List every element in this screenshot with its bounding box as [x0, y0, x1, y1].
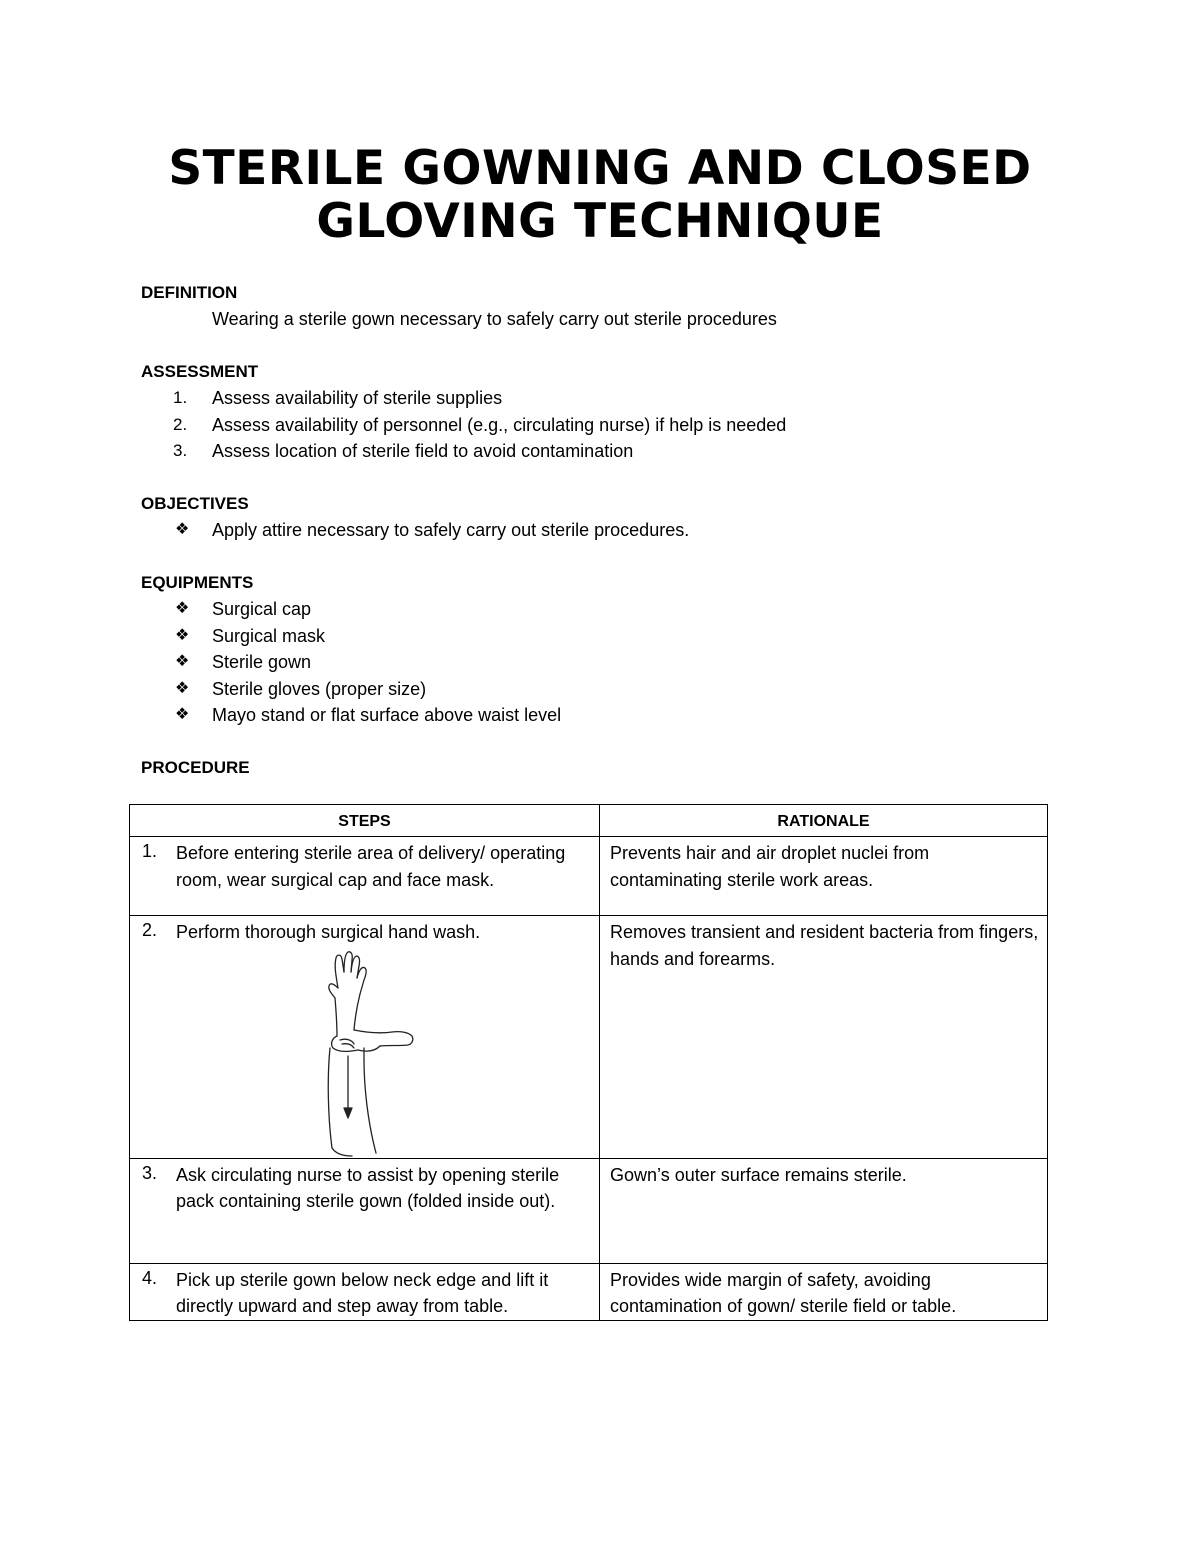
- diamond-bullet-icon: ❖: [175, 600, 190, 617]
- rationale-cell: [600, 916, 1048, 1159]
- diamond-bullet-icon: ❖: [175, 653, 190, 670]
- diamond-bullet-icon: ❖: [175, 626, 190, 644]
- table-row: [130, 916, 1048, 1159]
- list-item-text: Assess location of sterile field to avoid contamination: [212, 441, 634, 461]
- table-row: [130, 837, 1048, 916]
- step-text: Before entering sterile area of delivery/ operating room, wear surgical cap and face mask.: [176, 843, 566, 890]
- list-number: 3.: [173, 441, 188, 460]
- procedure-table: [129, 804, 1048, 1321]
- list-item-text: Mayo stand or flat surface above waist level: [212, 705, 562, 725]
- surgical-hand-wash-illustration: [324, 948, 424, 1158]
- title-line-1: STERILE GOWNING AND CLOSED: [168, 141, 1032, 196]
- step-text: Pick up sterile gown below neck edge and lift it directly upward and step away from table.: [176, 1269, 549, 1316]
- column-header-rationale: RATIONALE: [600, 805, 1048, 837]
- step-number: 2.: [142, 920, 158, 940]
- list-item-text: Sterile gown: [212, 652, 312, 672]
- list-item-text: Surgical mask: [212, 625, 326, 646]
- step-cell: [130, 1263, 600, 1320]
- rationale-cell: [600, 1158, 1048, 1263]
- equipments-heading: EQUIPMENTS: [141, 573, 254, 592]
- table-row: [130, 1158, 1048, 1263]
- list-number: 2.: [173, 414, 188, 434]
- list-item-text: Apply attire necessary to safely carry out sterile procedures.: [212, 520, 690, 540]
- list-item-text: Sterile gloves (proper size): [212, 678, 427, 699]
- step-text: Perform thorough surgical hand wash.: [176, 922, 481, 942]
- table-header-row: [130, 805, 1048, 837]
- rationale-cell: [600, 837, 1048, 916]
- diamond-bullet-icon: ❖: [175, 521, 190, 538]
- definition-text: Wearing a sterile gown necessary to safely carry out sterile procedures: [212, 309, 777, 329]
- step-number: 1.: [142, 841, 158, 861]
- objectives-heading: OBJECTIVES: [141, 494, 249, 513]
- definition-heading: DEFINITION: [141, 283, 238, 302]
- list-item-text: Surgical cap: [212, 599, 312, 619]
- procedure-heading: PROCEDURE: [141, 758, 250, 777]
- list-item-text: Assess availability of personnel (e.g., circulating nurse) if help is needed: [212, 414, 787, 435]
- step-cell: [130, 1158, 600, 1263]
- list-item-text: Assess availability of sterile supplies: [212, 388, 503, 408]
- assessment-heading: ASSESSMENT: [141, 362, 259, 381]
- step-cell: [130, 837, 600, 916]
- step-number: 3.: [142, 1162, 158, 1183]
- table-row: [130, 1263, 1048, 1320]
- step-number: 4.: [142, 1267, 158, 1288]
- diamond-bullet-icon: ❖: [175, 706, 190, 723]
- document-title: [0, 142, 1200, 248]
- rationale-cell: [600, 1263, 1048, 1320]
- step-cell: [130, 916, 600, 1159]
- column-header-steps: STEPS: [130, 805, 600, 837]
- rationale-text: Removes transient and resident bacteria from fingers, hands and forearms.: [610, 922, 1039, 969]
- rationale-text: Prevents hair and air droplet nuclei from contaminating sterile work areas.: [610, 843, 930, 890]
- title-line-2: GLOVING TECHNIQUE: [316, 194, 884, 249]
- step-text: Ask circulating nurse to assist by opening sterile pack containing sterile gown (folded inside out).: [176, 1164, 560, 1211]
- diamond-bullet-icon: ❖: [175, 679, 190, 697]
- rationale-text: Provides wide margin of safety, avoiding contamination of gown/ sterile field or table.: [610, 1269, 957, 1316]
- list-number: 1.: [173, 388, 188, 407]
- rationale-text: Gown’s outer surface remains sterile.: [610, 1164, 907, 1185]
